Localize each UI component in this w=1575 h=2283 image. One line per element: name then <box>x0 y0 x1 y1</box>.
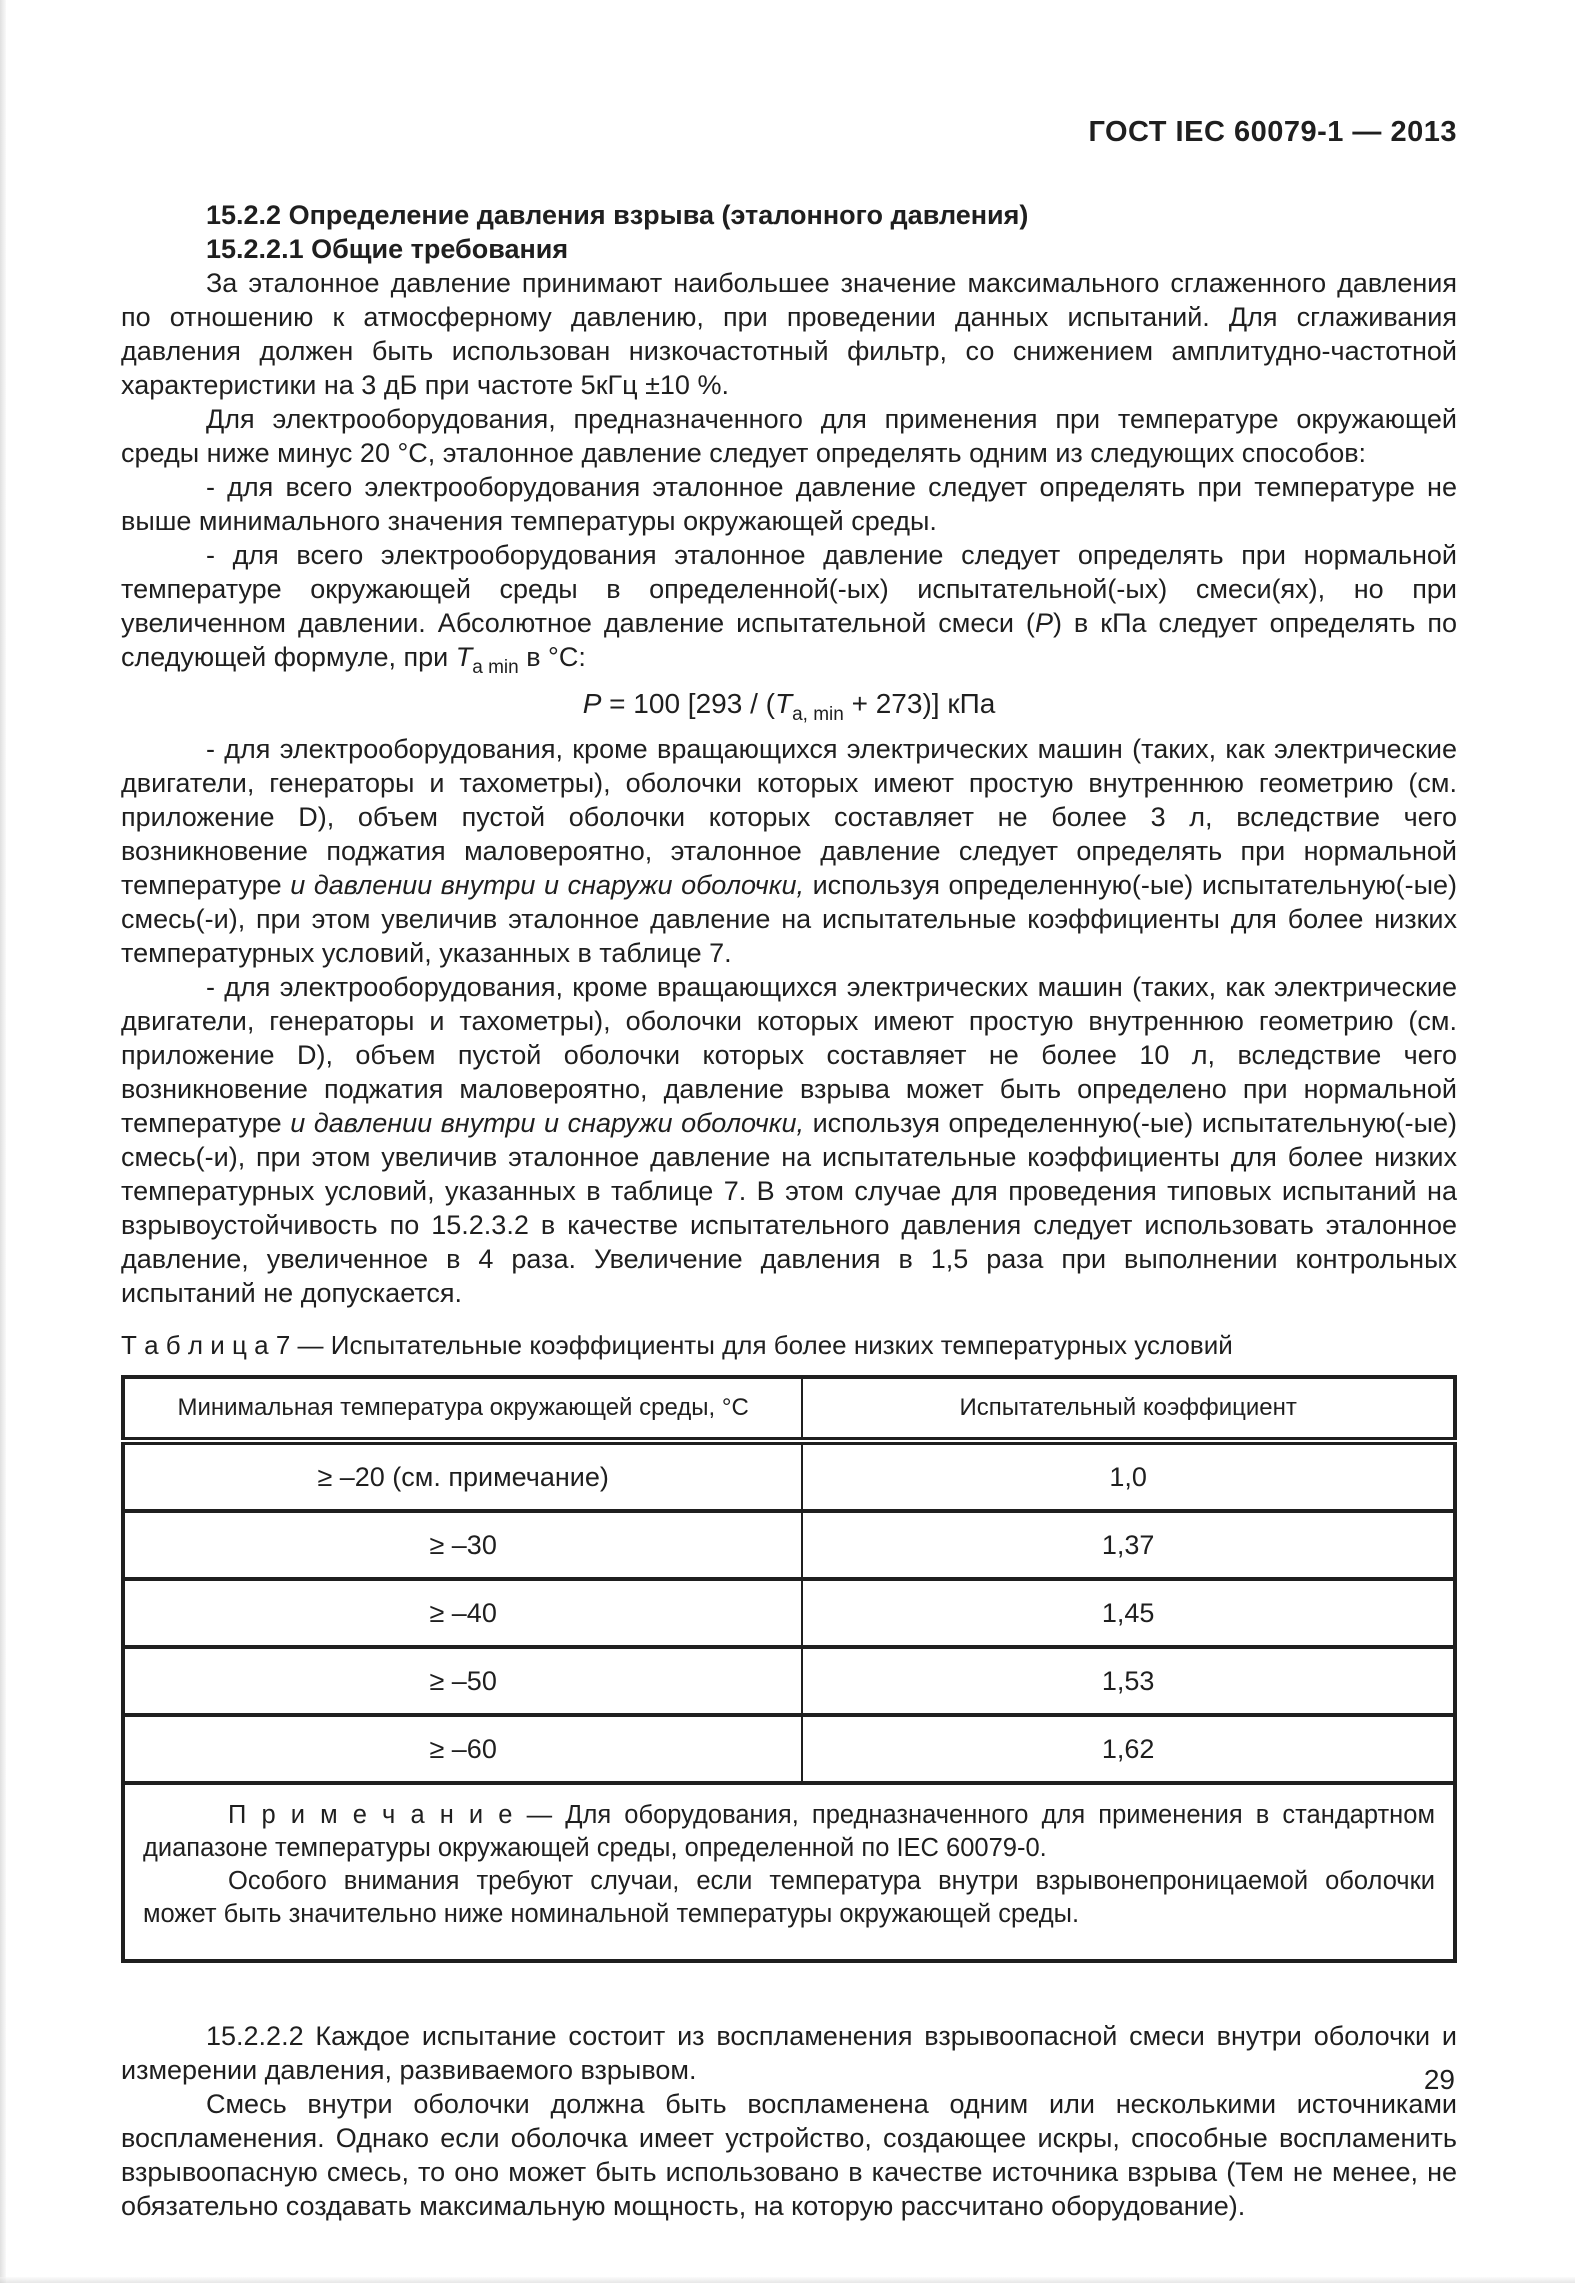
italic-phrase: и давлении внутри и снаружи оболочки, <box>290 870 804 900</box>
note-text: — Для оборудования, предназначенного для применения в стандартном диапазоне температуры окружающей среды, определенной по IEC 60079-0. <box>143 1801 1435 1862</box>
paragraph <box>121 538 1457 678</box>
cell-temperature: ≥ –60 <box>123 1715 802 1783</box>
cell-coefficient: 1,37 <box>802 1511 1455 1579</box>
paragraph-text: - для электрооборудования, кроме вращающихся электрических машин (таких, как электрические двигатели, генераторы и тахометры), оболочки которых имеют простую внутреннюю геометрию (см. приложение D), объем пустой оболочки которых составляет не более 10 л, вследствие чего возникновение поджатия маловероятно, давление взрыва может быть определено при нормальной температуре <box>121 972 1457 1138</box>
formula <box>121 687 1457 725</box>
paragraph <box>121 970 1457 1310</box>
paragraph-text: ) в кПа следует определять по следующей формуле, при <box>121 608 1457 672</box>
table-note-cell <box>123 1783 1455 1961</box>
paragraph: - для всего электрооборудования эталонное давление следует определять при температуре не выше минимального значения температуры окружающей среды. <box>121 472 1457 536</box>
table-header-row <box>123 1377 1455 1441</box>
subsection-heading: 15.2.2.1 Общие требования <box>206 234 569 264</box>
section-heading: 15.2.2 Определение давления взрыва (эталонного давления) <box>206 200 1029 230</box>
table-row <box>123 1579 1455 1647</box>
cell-temperature: ≥ –50 <box>123 1647 802 1715</box>
italic-phrase: и давлении внутри и снаружи оболочки, <box>290 1108 804 1138</box>
variable-t-subscript: a min <box>472 657 519 678</box>
cell-temperature: ≥ –30 <box>123 1511 802 1579</box>
note-paragraph <box>143 1799 1435 1865</box>
table-row <box>123 1647 1455 1715</box>
paragraph-text: - для электрооборудования, кроме вращающихся электрических машин (таких, как электрические двигатели, генераторы и тахометры), оболочки которых имеют простую внутреннюю геометрию (см. приложение D), объем пустой оболочки которых составляет не более 3 л, вследствие чего возникновение поджатия маловероятно, эталонное давление следует определять при нормальной температуре <box>121 734 1457 900</box>
paragraph-text: - для всего электрооборудования эталонное давление следует определять при нормальной температуре окружающей среды в определенной(-ых) испытательной(-ых) смеси(ях), но при увеличенном давлении. Абсолютное давление испытательной смеси ( <box>121 540 1457 638</box>
paragraph: 15.2.2.2 Каждое испытание состоит из воспламенения взрывоопасной смеси внутри оболочки и измерении давления, развиваемого взрывом. <box>121 2021 1457 2085</box>
paragraph-text: в °С: <box>518 642 586 672</box>
cell-coefficient: 1,53 <box>802 1647 1455 1715</box>
cell-coefficient: 1,62 <box>802 1715 1455 1783</box>
column-header-coefficient: Испытательный коэффициент <box>802 1377 1455 1441</box>
table-row <box>123 1715 1455 1783</box>
table-row <box>123 1511 1455 1579</box>
table-row <box>123 1441 1455 1511</box>
table-caption: Т а б л и ц а 7 — Испытательные коэффициенты для более низких температурных условий <box>121 1330 1233 1360</box>
page-content <box>121 198 1457 2223</box>
variable-t: T <box>774 688 793 719</box>
variable-p: P <box>582 688 602 719</box>
note-paragraph: Особого внимания требуют случаи, если температура внутри взрывонепроницаемой оболочки может быть значительно ниже номинальной температуры окружающей среды. <box>143 1867 1435 1928</box>
table-note-row <box>123 1783 1455 1961</box>
note-label: П р и м е ч а н и е <box>228 1801 514 1829</box>
cell-temperature: ≥ –40 <box>123 1579 802 1647</box>
paragraph: Смесь внутри оболочки должна быть воспламенена одним или несколькими источниками воспламенения. Однако если оболочка имеет устройство, создающее искры, способные воспламенить взрывоопасную смесь, то оно может быть использовано в качестве источника взрыва (Тем не менее, не обязательно создавать максимальную мощность, на которую рассчитано оборудование). <box>121 2089 1457 2221</box>
paragraph-text: используя определенную(-ые) испытательную(-ые) смесь(-и), при этом увеличив эталонное давление на испытательные коэффициенты для более низких температурных условий, указанных в таблице 7. В этом случае для проведения типовых испытаний на взрывоустойчивость по 15.2.3.2 в качестве испытательного давления следует использовать эталонное давление, увеличенное в 4 раза. Увеличение давления в 1,5 раза при выполнении контрольных испытаний не допускается. <box>121 1108 1457 1308</box>
paragraph <box>121 732 1457 970</box>
paragraph: Для электрооборудования, предназначенного для применения при температуре окружающей среды ниже минус 20 °С, эталонное давление следует определять одним из следующих способов: <box>121 404 1457 468</box>
column-header-temperature: Минимальная температура окружающей среды, °С <box>123 1377 802 1441</box>
coefficients-table <box>121 1375 1457 1963</box>
paragraph-text: используя определенную(-ые) испытательную(-ые) смесь(-и), при этом увеличив эталонное давление на испытательные коэффициенты для более низких температурных условий, указанных в таблице 7. <box>121 870 1457 968</box>
paragraph: За эталонное давление принимают наибольшее значение максимального сглаженного давления по отношению к атмосферному давлению, при проведении данных испытаний. Для сглаживания давления должен быть использован низкочастотный фильтр, со снижением амплитудно-частотной характеристики на 3 дБ при частоте 5кГц ±10 %. <box>121 268 1457 400</box>
variable-p: Р <box>1034 608 1053 638</box>
cell-temperature: ≥ –20 (см. примечание) <box>317 1462 609 1492</box>
running-header: ГОСТ IEC 60079-1 — 2013 <box>1088 116 1457 148</box>
page-number: 29 <box>1423 2064 1455 2095</box>
formula-text: = 100 [293 / ( <box>601 688 775 719</box>
variable-t-subscript: a, min <box>792 704 844 725</box>
scan-artifact-bottom <box>0 2277 1575 2283</box>
cell-coefficient: 1,45 <box>802 1579 1455 1647</box>
variable-t: Т <box>455 642 473 672</box>
formula-text: + 273)] кПа <box>843 688 996 719</box>
scan-artifact-left <box>0 0 6 2283</box>
cell-coefficient: 1,0 <box>802 1441 1455 1511</box>
